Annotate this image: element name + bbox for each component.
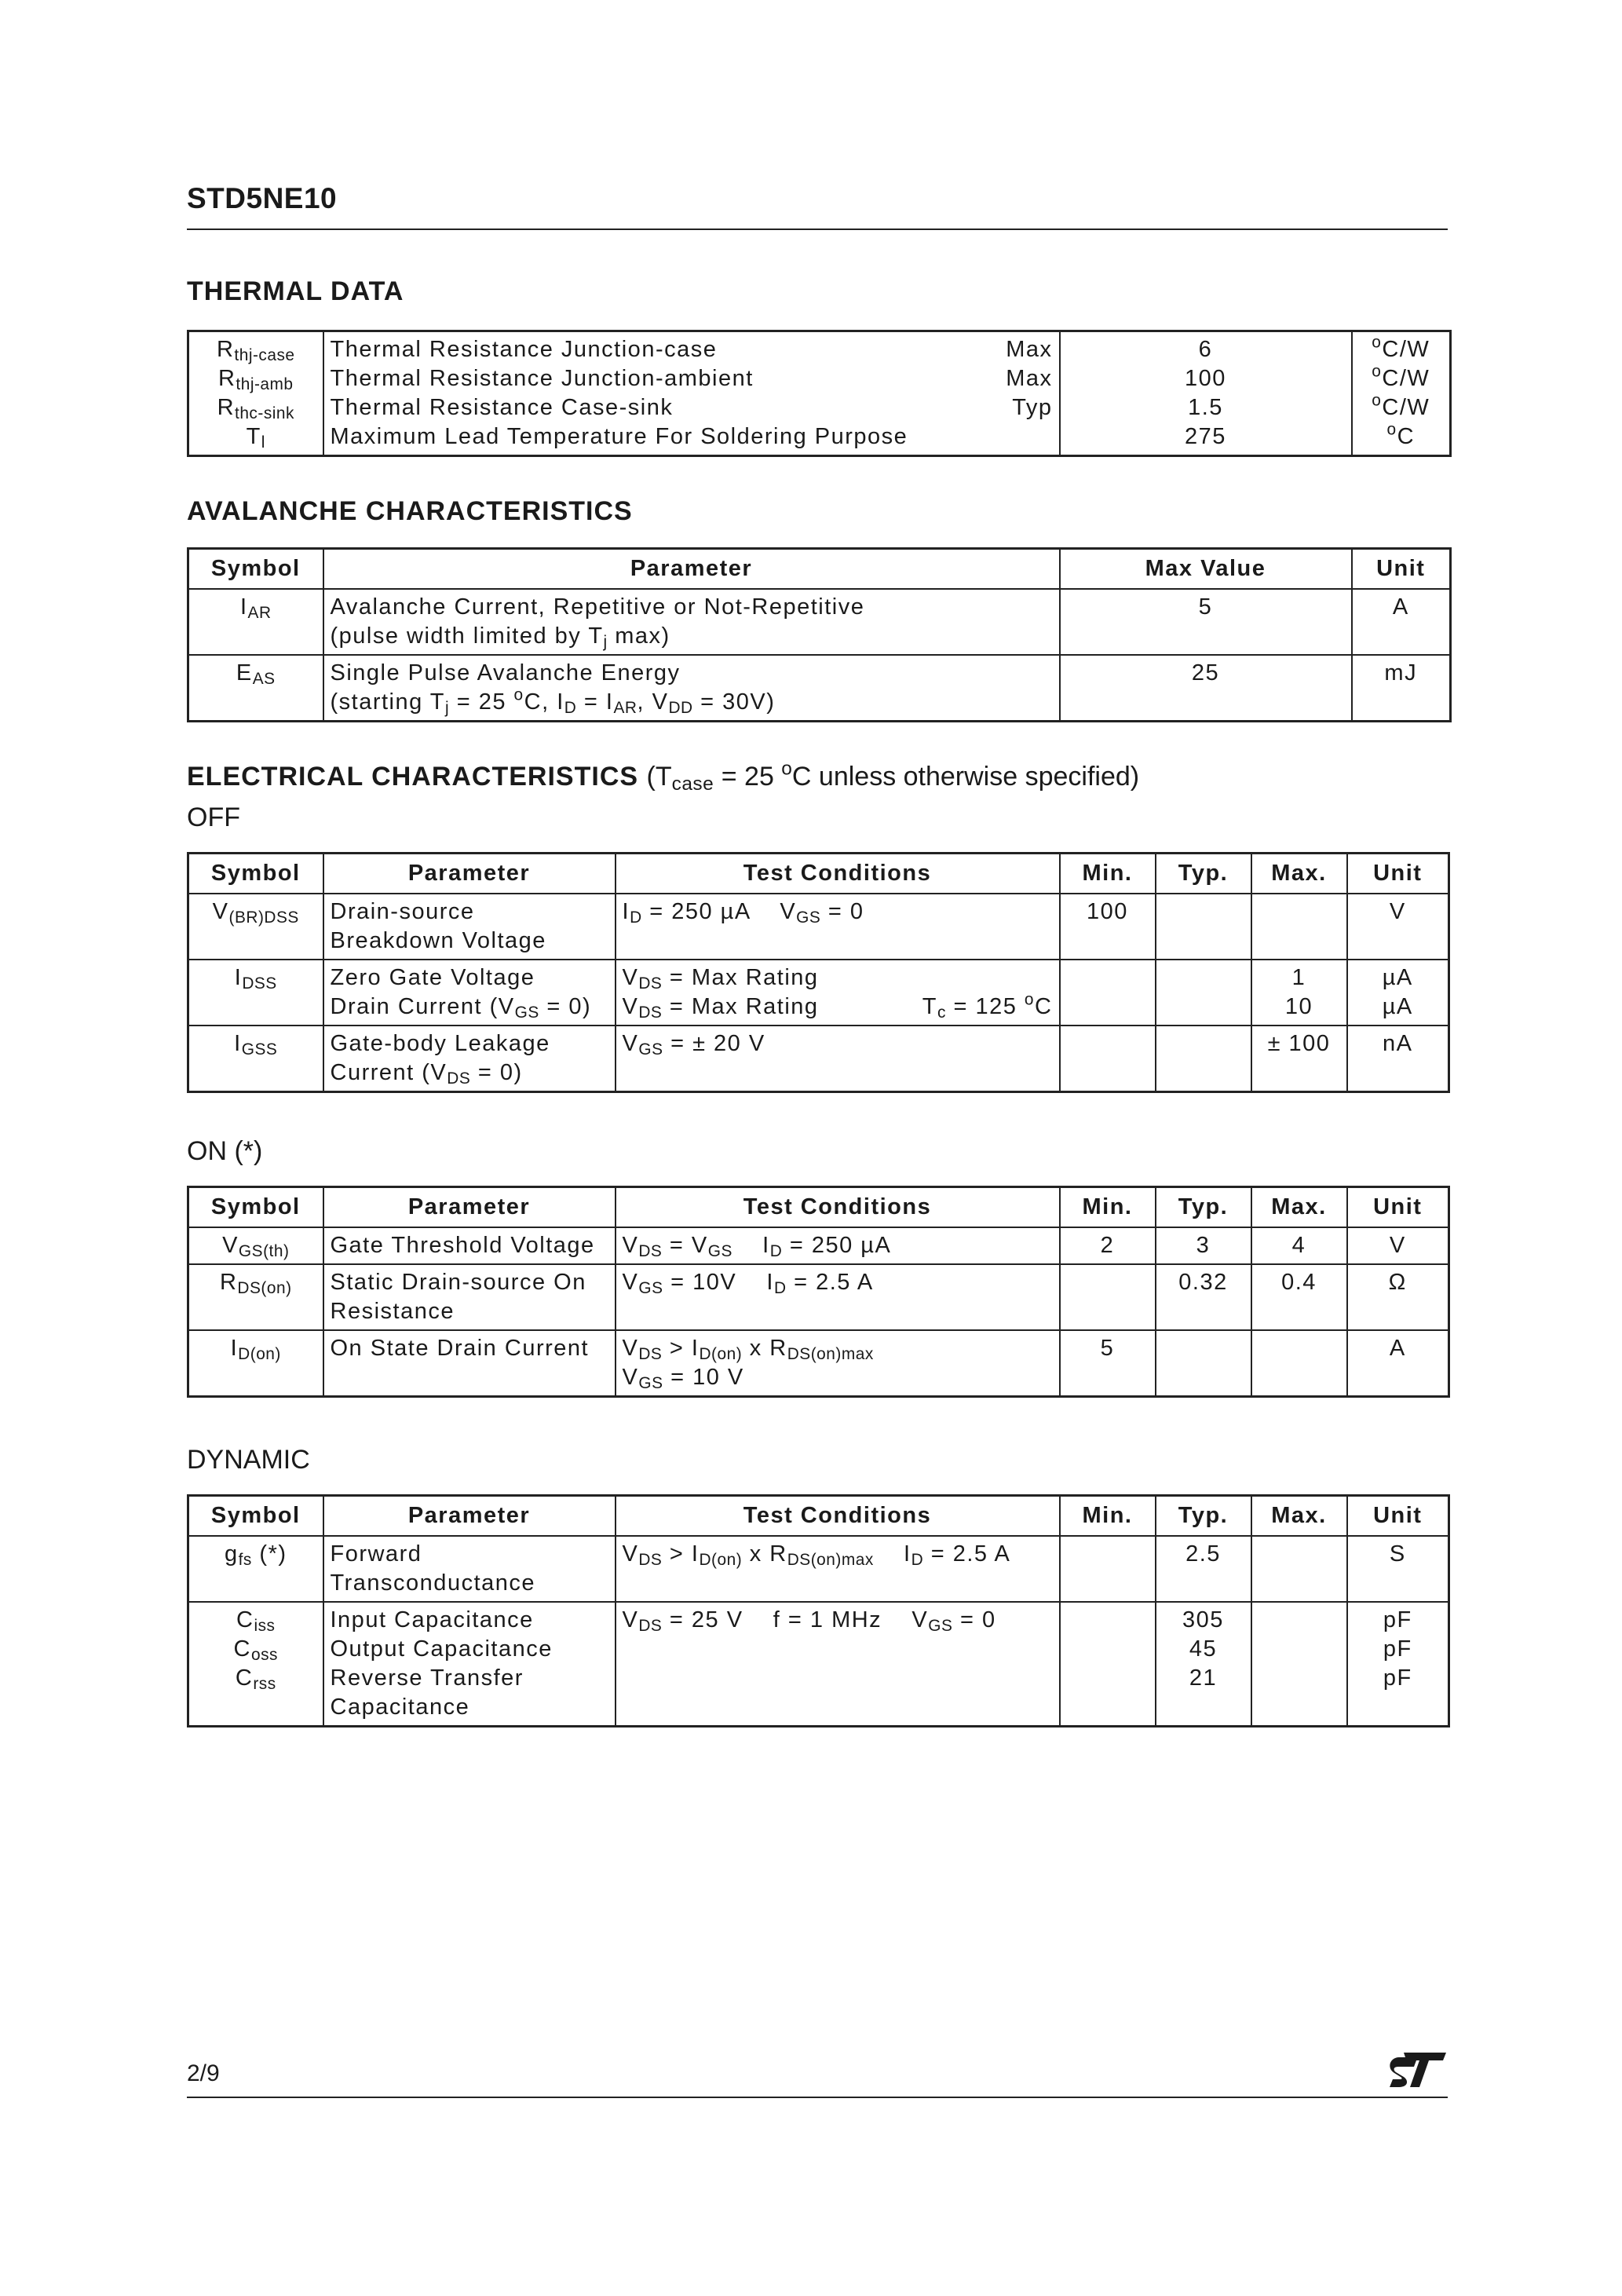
on-heading: ON (*) [187, 1136, 263, 1166]
max-cell [1251, 894, 1347, 960]
avalanche-table [187, 547, 1452, 722]
unit-cell: µA µA [1347, 960, 1449, 1026]
table-header-row [188, 1496, 1449, 1537]
document-title: STD5NE10 [187, 182, 338, 214]
col-header-parameter: Parameter [323, 1496, 616, 1537]
table-row [188, 894, 1449, 960]
unit-cell: V [1347, 894, 1449, 960]
col-header-unit: Unit [1347, 1496, 1449, 1537]
max-cell: 4 [1251, 1227, 1347, 1264]
symbol-cell: $C_{iss}$ $C_{oss}$ $C_{rss}$ [188, 1602, 323, 1727]
col-header-test-conditions: Test Conditions [616, 1187, 1060, 1228]
typ-cell: 2.5 [1156, 1536, 1251, 1602]
table-row [188, 960, 1449, 1026]
col-header-unit: Unit [1347, 1187, 1449, 1228]
test-conditions-cell: $V_{DS} > I_{D(on)}$ x $R_{DS(on)max}$ $V_{GS} = 10$ V [616, 1330, 1060, 1397]
table-row [188, 1227, 1449, 1264]
col-header-typ: Typ. [1156, 1496, 1251, 1537]
col-header-test-conditions: Test Conditions [616, 1496, 1060, 1537]
parameter-cell: Single Pulse Avalanche Energy (starting $T_j = 25$ $^o$C, $I_D = I_{AR}$, $V_{DD} = 30V$) [323, 655, 1060, 722]
unit-cell: pF pF pF [1347, 1602, 1449, 1727]
min-cell [1060, 960, 1156, 1026]
parameter-cell: Gate-body Leakage Current $(V_{DS} = 0)$ [323, 1026, 616, 1092]
max-cell: 1 10 [1251, 960, 1347, 1026]
col-header-min: Min. [1060, 854, 1156, 894]
max-cell: ± 100 [1251, 1026, 1347, 1092]
unit-cell: $^o$C/W $^o$C/W $^o$C/W $^o$C [1352, 331, 1451, 456]
min-cell: 2 [1060, 1227, 1156, 1264]
test-conditions-cell: $V_{GS} = 10V$ $I_D = 2.5$ A [616, 1264, 1060, 1330]
symbol-cell: $I_{DSS}$ [188, 960, 323, 1026]
parameter-cell: Zero Gate Voltage Drain Current $(V_{GS} = 0)$ [323, 960, 616, 1026]
unit-cell: V [1347, 1227, 1449, 1264]
col-header-min: Min. [1060, 1187, 1156, 1228]
unit-cell: S [1347, 1536, 1449, 1602]
unit-cell: nA [1347, 1026, 1449, 1092]
col-header-symbol: Symbol [188, 1496, 323, 1537]
symbol-cell: $I_{GSS}$ [188, 1026, 323, 1092]
test-conditions-cell: $V_{GS}$ = ± 20 V [616, 1026, 1060, 1092]
parameter-cell: Input Capacitance Output Capacitance Reverse Transfer Capacitance [323, 1602, 616, 1727]
col-header-unit: Unit [1352, 549, 1451, 590]
on-table [187, 1186, 1450, 1398]
dynamic-table [187, 1494, 1450, 1727]
col-header-max: Max. [1251, 1496, 1347, 1537]
symbol-cell: $E_{AS}$ [188, 655, 323, 722]
col-header-parameter: Parameter [323, 549, 1060, 590]
col-header-max: Max. [1251, 854, 1347, 894]
thermal-heading: THERMAL DATA [187, 276, 404, 306]
typ-cell [1156, 1330, 1251, 1397]
footer-rule [187, 2097, 1448, 2098]
col-header-test-conditions: Test Conditions [616, 854, 1060, 894]
typ-cell: 3 [1156, 1227, 1251, 1264]
symbol-cell: $I_{D(on)}$ [188, 1330, 323, 1397]
table-row [188, 1602, 1449, 1727]
header-rule [187, 229, 1448, 230]
test-conditions-cell: $V_{DS} = 25$ V f = 1 MHz $V_{GS} = 0$ [616, 1602, 1060, 1727]
table-row [188, 1330, 1449, 1397]
parameter-cell: Forward Transconductance [323, 1536, 616, 1602]
symbol-cell: $I_{AR}$ [188, 589, 323, 655]
typ-cell [1156, 894, 1251, 960]
col-header-max-value: Max Value [1060, 549, 1352, 590]
table-row [188, 1264, 1449, 1330]
typ-cell: 0.32 [1156, 1264, 1251, 1330]
table-row [188, 1026, 1449, 1092]
typ-cell [1156, 960, 1251, 1026]
col-header-symbol: Symbol [188, 549, 323, 590]
min-cell [1060, 1026, 1156, 1092]
table-row [188, 589, 1451, 655]
value-cell: 5 [1060, 589, 1352, 655]
parameter-cell: Gate Threshold Voltage [323, 1227, 616, 1264]
col-header-min: Min. [1060, 1496, 1156, 1537]
test-conditions-cell: $V_{DS} = V_{GS}$ $I_D = 250$ µA [616, 1227, 1060, 1264]
test-conditions-cell: $V_{DS} > I_{D(on)}$ x $R_{DS(on)max}$ $I_D = 2.5$ A [616, 1536, 1060, 1602]
max-cell: 0.4 [1251, 1264, 1347, 1330]
col-header-symbol: Symbol [188, 854, 323, 894]
col-header-parameter: Parameter [323, 854, 616, 894]
table-header-row [188, 1187, 1449, 1228]
value-cell: 6 100 1.5 275 [1060, 331, 1352, 456]
electrical-heading: ELECTRICAL CHARACTERISTICS ($T_{case} = 25$ $^o$C unless otherwise specified) [187, 758, 1140, 795]
electrical-note: ($T_{case} = 25$ $^o$C unless otherwise specified) [646, 758, 1140, 795]
min-cell: 5 [1060, 1330, 1156, 1397]
unit-cell: mJ [1352, 655, 1451, 722]
symbol-cell: $R_{thj-case}$ $R_{thj-amb}$ $R_{thc-sink}$ $T_l$ [188, 331, 323, 456]
col-header-typ: Typ. [1156, 854, 1251, 894]
unit-cell: A [1352, 589, 1451, 655]
test-conditions-cell: $V_{DS}$ = Max Rating $V_{DS}$ = Max Rating $T_c = 125$ $^o$C [616, 960, 1060, 1026]
page-number: 2/9 [187, 2060, 220, 2086]
typ-cell: 305 45 21 [1156, 1602, 1251, 1727]
st-logo-icon [1388, 2051, 1448, 2089]
thermal-table [187, 330, 1452, 457]
dynamic-heading: DYNAMIC [187, 1445, 310, 1475]
col-header-typ: Typ. [1156, 1187, 1251, 1228]
table-header-row [188, 549, 1451, 590]
max-cell [1251, 1330, 1347, 1397]
unit-cell: A [1347, 1330, 1449, 1397]
col-header-symbol: Symbol [188, 1187, 323, 1228]
col-header-parameter: Parameter [323, 1187, 616, 1228]
unit-cell: Ω [1347, 1264, 1449, 1330]
symbol-cell: $V_{(BR)DSS}$ [188, 894, 323, 960]
symbol-cell: $g_{fs}$ (*) [188, 1536, 323, 1602]
parameter-cell: On State Drain Current [323, 1330, 616, 1397]
parameter-cell: Avalanche Current, Repetitive or Not-Repetitive (pulse width limited by $T_j$ max) [323, 589, 1060, 655]
avalanche-heading: AVALANCHE CHARACTERISTICS [187, 496, 633, 526]
typ-cell [1156, 1026, 1251, 1092]
col-header-unit: Unit [1347, 854, 1449, 894]
table-header-row [188, 854, 1449, 894]
parameter-cell: Drain-source Breakdown Voltage [323, 894, 616, 960]
min-cell [1060, 1602, 1156, 1727]
table-row [188, 1536, 1449, 1602]
symbol-cell: $R_{DS(on)}$ [188, 1264, 323, 1330]
test-conditions-cell: $I_D = 250$ µA $V_{GS} = 0$ [616, 894, 1060, 960]
off-table [187, 852, 1450, 1093]
table-row [188, 655, 1451, 722]
table-row [188, 331, 1451, 456]
min-cell: 100 [1060, 894, 1156, 960]
off-heading: OFF [187, 803, 240, 832]
min-cell [1060, 1536, 1156, 1602]
parameter-cell: Static Drain-source On Resistance [323, 1264, 616, 1330]
col-header-max: Max. [1251, 1187, 1347, 1228]
max-cell [1251, 1602, 1347, 1727]
max-cell [1251, 1536, 1347, 1602]
parameter-cell: Thermal Resistance Junction-case Max Thermal Resistance Junction-ambient Max Thermal Resistance Case-sink Typ Maximum Lead Temperature For Soldering Purpose [323, 331, 1060, 456]
symbol-cell: $V_{GS(th)}$ [188, 1227, 323, 1264]
value-cell: 25 [1060, 655, 1352, 722]
min-cell [1060, 1264, 1156, 1330]
